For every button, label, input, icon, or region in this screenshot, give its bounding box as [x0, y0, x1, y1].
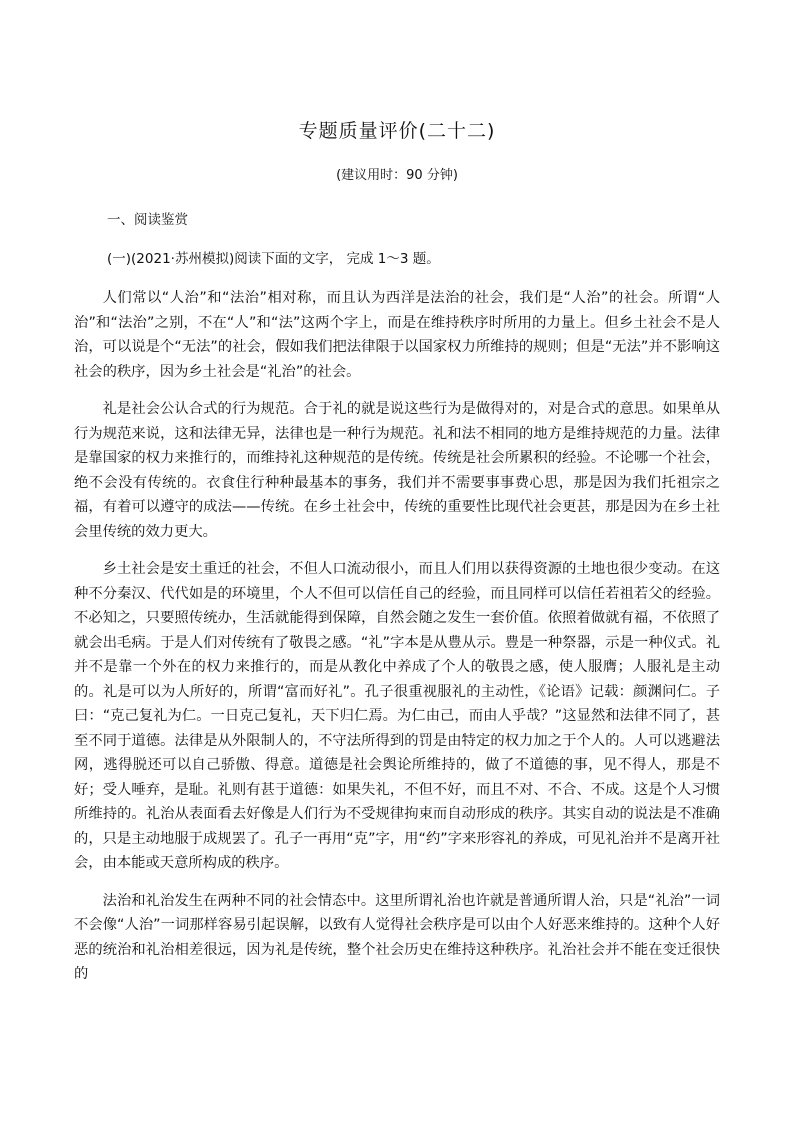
passage-paragraph: 人们常以“人治”和“法治”相对称，而且认为西洋是法治的社会，我们是“人治”的社会。所谓“人治”和“法治”之别，不在“人”和“法”这两个字上，而是在维持秩序时所用的力量上。但乡土社会不是人治，可以说是个“无法”的社会，假如我们把法律限于以国家权力所维持的规则；但是“无法”并不影响这社会的秩序，因为乡土社会是“礼治”的社会。 [74, 290, 720, 380]
passage-paragraph: 法治和礼治发生在两种不同的社会情态中。这里所谓礼治也许就是普通所谓人治，只是“礼治”一词不会像“人治”一词那样容易引起误解，以致有人觉得社会秩序是可以由个人好恶来维持的。这种个人好恶的统治和礼治相差很远，因为礼是传统，整个社会历史在维持这种秩序。礼治社会并不能在变迁很快的 [74, 892, 720, 982]
passage-paragraph: 乡土社会是安土重迁的社会，不但人口流动很小，而且人们用以获得资源的土地也很少变动。在这种不分秦汉、代代如是的环境里，个人不但可以信任自己的经验，而且同样可以信任若祖若父的经验。不必知之，只要照传统办，生活就能得到保障，自然会随之发生一套价值。依照着做就有福，不依照了就会出毛病。于是人们对传统有了敬畏之感。“礼”字本是从豊从示。豊是一种祭器，示是一种仪式。礼并不是靠一个外在的权力来推行的，而是从教化中养成了个人的敬畏之感，使人服膺；人服礼是主动的。礼是可以为人所好的，所谓“富而好礼”。孔子很重视服礼的主动性，《论语》记载：颜渊问仁。子曰：“克己复礼为仁。一日克己复礼，天下归仁焉。为仁由己，而由人乎哉？”这显然和法律不同了，甚至不同于道德。法律是从外限制人的，不守法所得到的罚是由特定的权力加之于个人的。人可以逃避法网，逃得脱还可以自己骄傲、得意。道德是社会舆论所维持的，做了不道德的事，见不得人，那是不好；受人唾弃，是耻。礼则有甚于道德：如果失礼，不但不好，而且不对、不合、不成。这是个人习惯所维持的。礼治从表面看去好像是人们行为不受规律拘束而自动形成的秩序。其实自动的说法是不准确的，只是主动地服于成规罢了。孔子一再用“克”字，用“约”字来形容礼的养成，可见礼治并不是离开社会，由本能或天意所构成的秩序。 [74, 561, 720, 871]
time-suggestion: (建议用时：90 分钟) [336, 168, 458, 183]
section-heading: 一、阅读鉴赏 [107, 212, 188, 228]
question-intro: (一)(2021·苏州模拟)阅读下面的文字， 完成 1～3 题。 [107, 251, 440, 267]
passage-body [74, 286, 720, 1000]
passage-paragraph: 礼是社会公认合式的行为规范。合于礼的就是说这些行为是做得对的，对是合式的意思。如果单从行为规范来说，这和法律无异，法律也是一种行为规范。礼和法不相同的地方是维持规范的力量。法律是靠国家的权力来推行的，而维持礼这种规范的是传统。传统是社会所累积的经验。不论哪一个社会，绝不会没有传统的。衣食住行种种最基本的事务，我们并不需要事事费心思，那是因为我们托祖宗之福，有着可以遵守的成法——传统。在乡土社会中，传统的重要性比现代社会更甚，那是因为在乡土社会里传统的效力更大。 [74, 401, 720, 540]
page-title: 专题质量评价(二十二) [298, 120, 496, 142]
